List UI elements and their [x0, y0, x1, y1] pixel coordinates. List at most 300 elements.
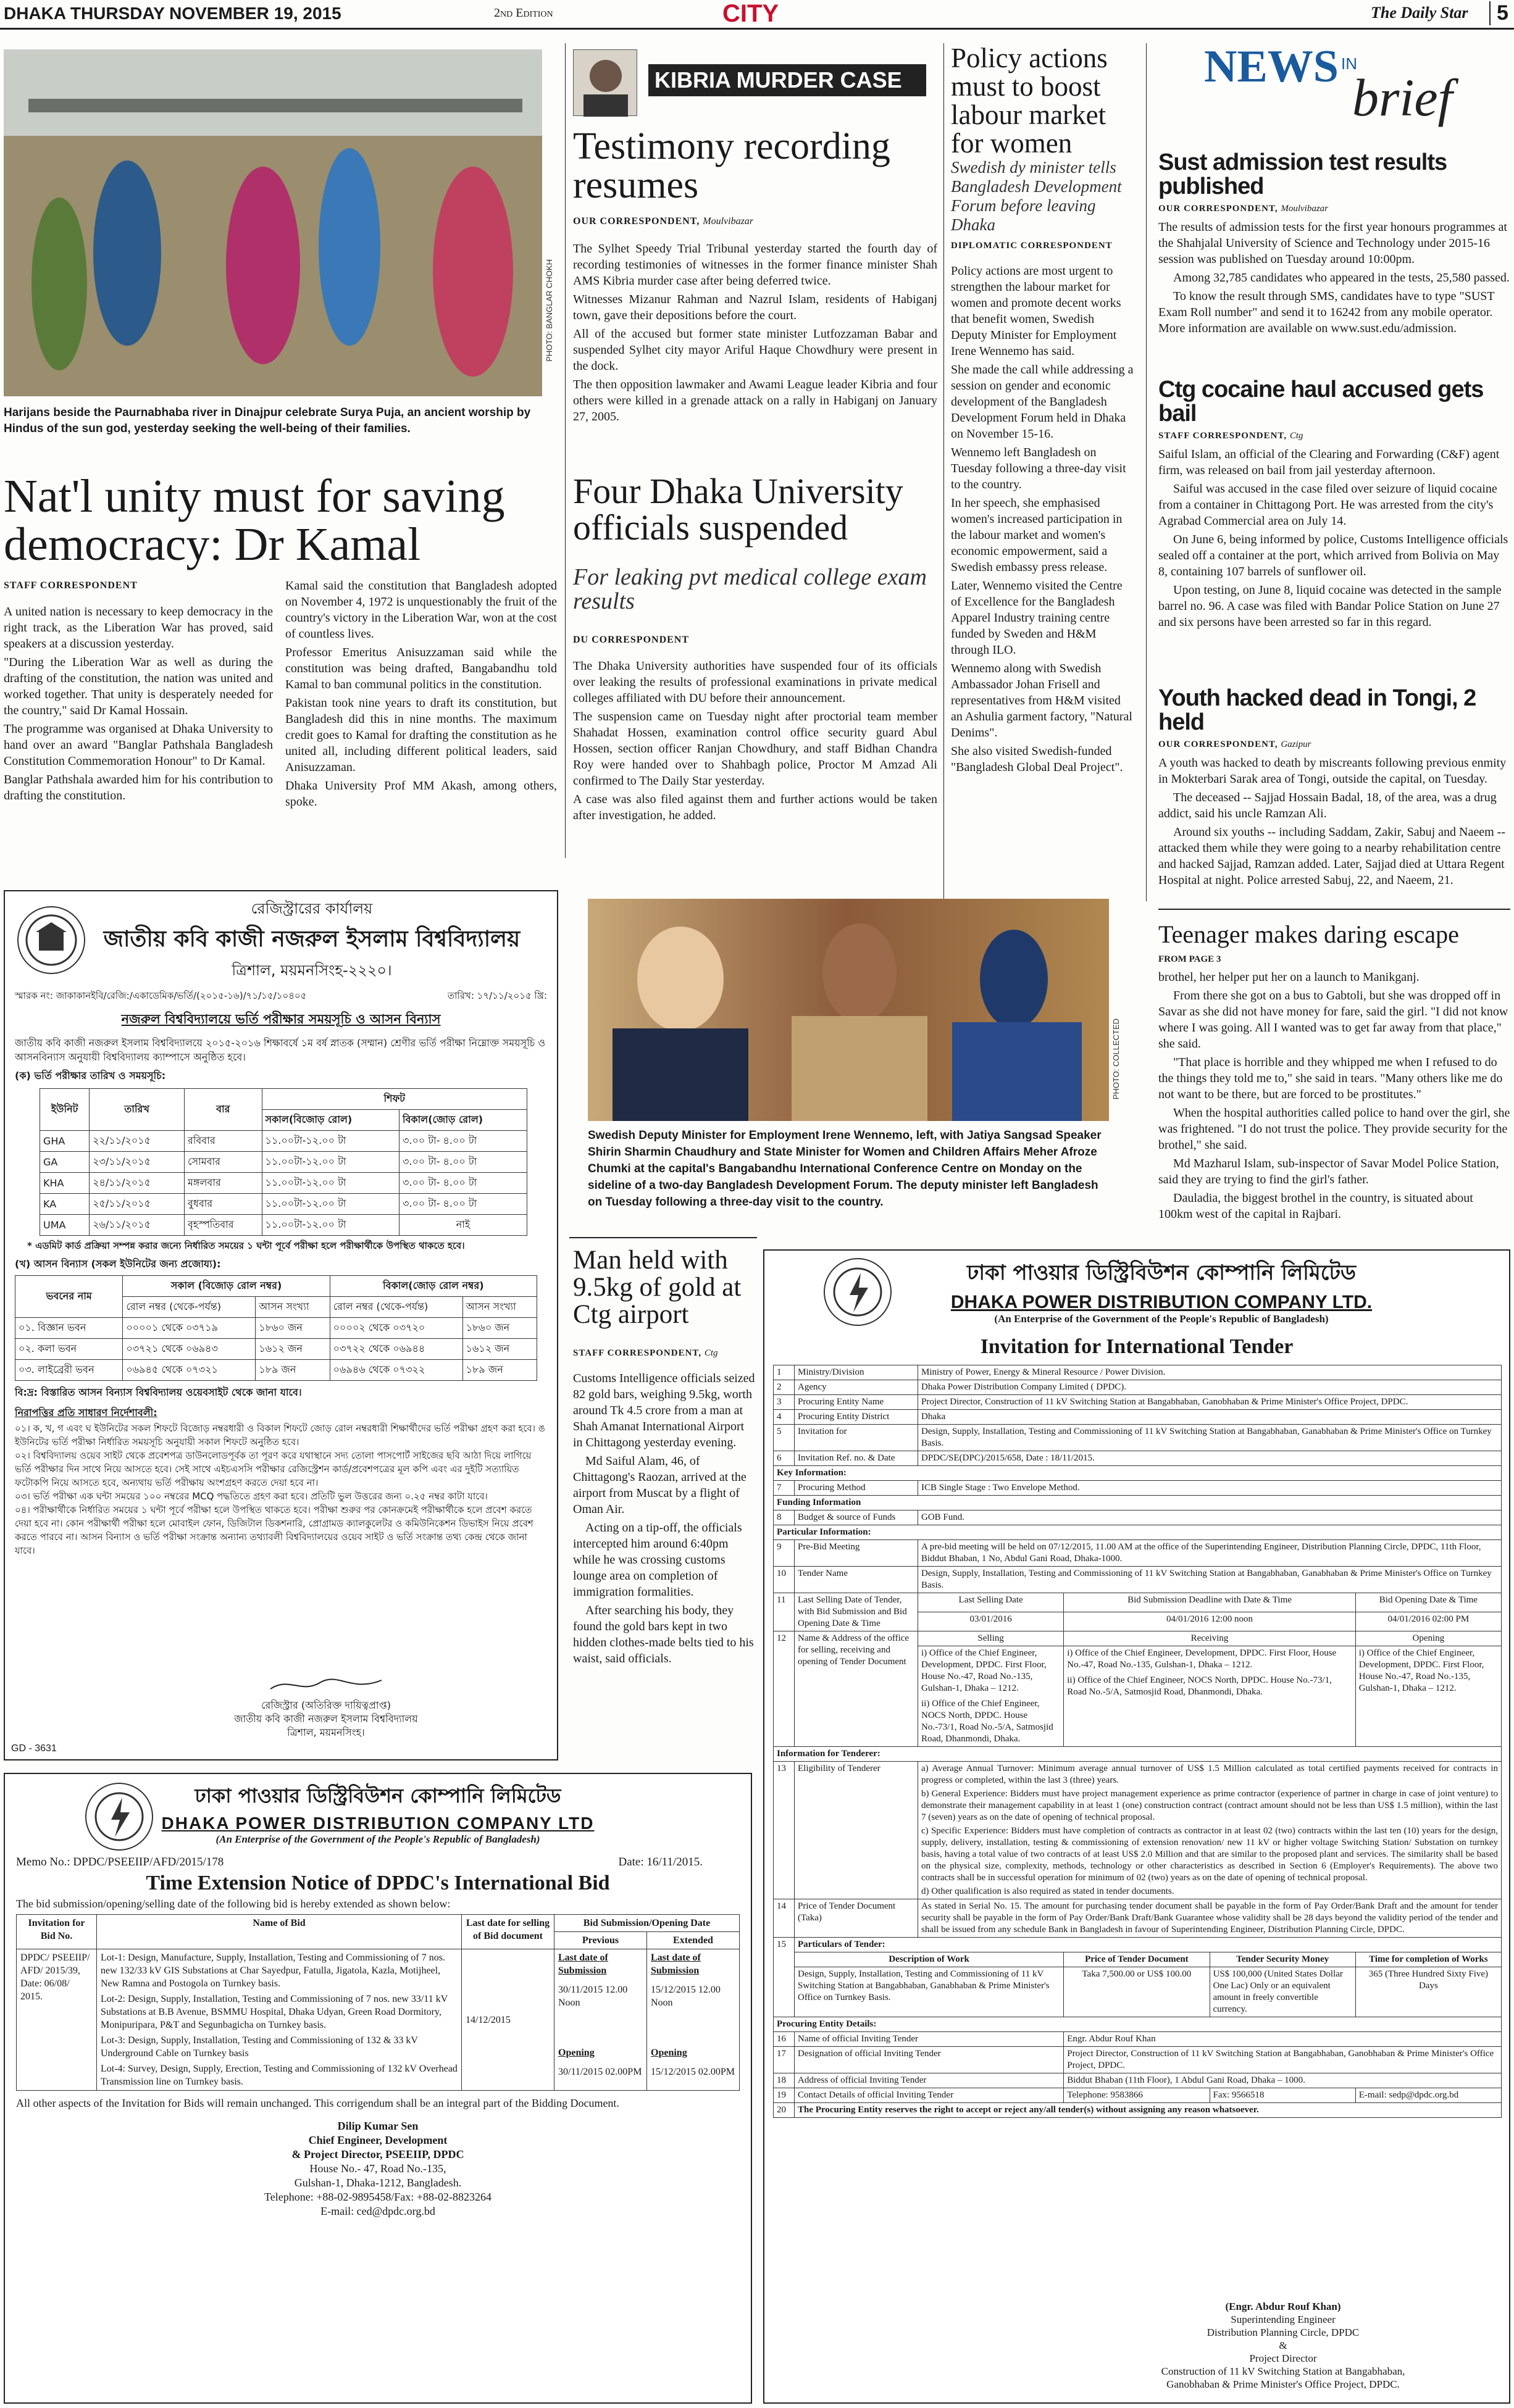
- table-row: [17, 1949, 740, 2091]
- opening-label: Opening: [651, 2048, 687, 2058]
- row-number: 7: [774, 1481, 795, 1496]
- brief-item: [1158, 151, 1510, 339]
- gold-byline-location: Ctg: [704, 1348, 718, 1358]
- signer-place: ত্রিশাল, ময়মনসিংহ।: [287, 1727, 365, 1738]
- policy-para: Later, Wennemo visited the Centre of Excellence for the Bangladesh Apparel Industry training centre funded by Sweden and H&M through ILO.: [951, 579, 1123, 657]
- table-header-cell: বিকাল(জোড় রোল): [399, 1110, 527, 1131]
- du-byline: DU CORRESPONDENT: [573, 635, 690, 645]
- policy-para: She also visited Swedish-funded "Bangladesh Global Deal Project".: [951, 744, 1123, 774]
- table-header-cell: সকাল (বিজোড় রোল নম্বর): [123, 1276, 330, 1297]
- teenager-para: Dauladia, the biggest brothel in the country, is situated about 100km west of the capital in Rajbari.: [1158, 1191, 1473, 1221]
- lot-item: Lot-3: Design, Supply, Installation, Testing and Commissioning of 132 & 33 kV Underground Cable on Turnkey basis: [101, 2035, 418, 2059]
- instruction-item: ০৪। পরীক্ষার্থীকে নির্ধারিত সময়ের ১ ঘন্টা পূর্বে পরীক্ষা হলে উপস্থিত থাকতে হবে। পরীক্ষা শুরুর পর কোনক্রমেই পরীক্ষার্থীকে হলে প্রবেশ করতে দেয়া হবে না। কোন পরীক্ষার্থী পরীক্ষা হলে মোবাইল ফোন, ডিজিটাল ডিকশনারি, প্রোগ্রামড ক্যালকুলেটর ও কমিউনিকেশন ডিভাইস নিয়ে প্রবেশ করতে পারবে না। আসন বিন্যাস ও ভর্তি পরীক্ষা সংক্রান্ত অন্যান্য তথ্যাবলী বিশ্ববিদ্যালয়ের ওয়েব সাইট ও ভর্তি সংক্রান্ত তথ্য কেন্দ্র থেকে জানা যাবে।: [15, 1504, 533, 1556]
- kamal-headline: Nat'l unity must for saving democracy: Dr Kamal: [4, 470, 505, 570]
- policy-subhead: Swedish dy minister tells Bangladesh Development Forum before leaving Dhaka: [951, 158, 1122, 235]
- table-cell: ০৩৭২২ থেকে ০৬৯৪৪: [330, 1339, 462, 1360]
- policy-headline: Policy actions must to boost labour market for women: [951, 43, 1108, 159]
- table-row: [774, 1899, 1502, 1938]
- notice-intro: The bid submission/opening/selling date of the following bid is hereby extended as shown below:: [16, 1898, 451, 1910]
- table-header-cell: রোল নম্বর (থেকে-পর্যন্ত): [330, 1297, 462, 1318]
- row-value: The Procuring Entity reserves the right to accept or reject any/all tender(s) without assigning any reason whatsoever.: [795, 2103, 1502, 2118]
- contact-email: E-mail: sedp@dpdc.org.bd: [1355, 2088, 1501, 2103]
- row-number: 2: [774, 1380, 795, 1395]
- table-header-cell: Bid Submission/Opening Date: [554, 1915, 740, 1932]
- row-number: 9: [774, 1540, 795, 1567]
- table-row: [774, 1425, 1502, 1451]
- extended-dates: [647, 1949, 740, 2091]
- signer-title: Project Director: [1249, 2352, 1317, 2364]
- row-number: 15: [774, 1938, 795, 2017]
- table-row: [774, 2088, 1502, 2103]
- table-header-cell: Invitation for Bid No.: [17, 1915, 97, 1949]
- eligibility-criteria: [918, 1762, 1502, 1899]
- table-cell: সোমবার: [185, 1152, 262, 1173]
- office-address: i) Office of the Chief Engineer, Development, DPDC. First Floor, House No.-47, Road No.-135, Gulshan-1, Dhaka – 1212.: [921, 1648, 1047, 1693]
- signer-address: Gulshan-1, Dhaka-1212, Bangladesh.: [294, 2177, 462, 2189]
- kamal-para: Kamal said the constitution that Bangladesh adopted on November 4, 1972 is unquestionably the fruit of the country's victory in the Liberation War, won at the cost of countless lives.: [285, 579, 557, 641]
- submission-label: Last date of Submission: [558, 1952, 608, 1976]
- selling-offices: [918, 1646, 1064, 1747]
- policy-para: Policy actions are most urgent to strengthen the labour market for women and promote decent works that benefit women, Swedish Deputy Minister for Employment Irene Wennemo has said.: [951, 264, 1121, 358]
- row-label: Pre-Bid Meeting: [795, 1540, 918, 1567]
- opening-office: i) Office of the Chief Engineer, Development, DPDC. First Floor, House No.-47, Road No.-135, Gulshan-1, Dhaka – 1212.: [1355, 1646, 1501, 1747]
- table-cell: ০২. কলা ভবন: [15, 1339, 123, 1360]
- section-row: [774, 2017, 1502, 2032]
- table-cell: ১৬১২ জন: [256, 1339, 330, 1360]
- table-header-cell: আসন সংখ্যা: [256, 1297, 330, 1318]
- sub-header: Price of Tender Document: [1064, 1952, 1210, 1967]
- extended-submission: 15/12/2015 12.00 Noon: [651, 1985, 721, 2008]
- kibria-tag-label: [648, 64, 926, 96]
- memo-line: [16, 1856, 740, 1869]
- table-cell: ২৫/১১/২০১৫: [90, 1194, 185, 1215]
- section-label: Information for Tenderer:: [774, 1747, 1502, 1762]
- instruction-item: ০১। ক, খ, গ এবং ঘ ইউনিটের সকল শিফটে বিজোড় নম্বরধারী ও বিকাল শিফটে জোড় রোল নম্বরধারী শিক্ষার্থীদের ভর্তি পরীক্ষা গ্রহণ করা হবে। ঙ ইউনিটের ভর্তি পরীক্ষা নির্ধারিত সময়সূচি অনুযায়ী সকাল শিফটে অনুষ্ঠিত হবে।: [15, 1423, 545, 1448]
- tender-signature: [1085, 2300, 1481, 2391]
- lead-photo-caption: Harijans beside the Paurnabhaba river in Dinajpur celebrate Surya Puja, an ancient worship by Hindus of the sun god, yesterday seeking the well-being of their families.: [4, 406, 531, 435]
- logo-in: IN: [1341, 54, 1357, 73]
- du-para: The suspension came on Tuesday night after proctorial team member Shahadat Hossen, examination control office security guard Abul Hossen, section officer Ranjan Chowdhury, and staff Bidhan Chandra Roy were handed over to Shahbagh police, Proctor M Amzad Ali confirmed to The Daily Star yesterday.: [573, 710, 937, 788]
- table-cell: ০৬৯৪৬ থেকে ০৭৩২২: [330, 1360, 462, 1381]
- row-value: Design, Supply, Installation, Testing and Commissioning of 11 kV Switching Station at Bangabhaban, Ganabhaban & Prime Minister's Office on Turnkey Basis.: [918, 1567, 1502, 1593]
- dpdc-english-name: DHAKA POWER DISTRIBUTION COMPANY LTD: [161, 1814, 595, 1833]
- dpdc-bangla-name: ঢাকা পাওয়ার ডিস্ট্রিবিউশন কোম্পানি লিমিটেড: [966, 1260, 1357, 1285]
- work-description: Design, Supply, Installation, Testing and Commissioning of 11 kV Switching Station at Bangabhaban, Ganabhaban & Prime Minister's Office on Turnkey Basis.: [795, 1967, 1064, 2017]
- row-label: Contact Details of official Inviting Tender: [795, 2088, 1064, 2103]
- teenager-body: [1158, 969, 1510, 1225]
- dpdc-english-name: DHAKA POWER DISTRIBUTION COMPANY LTD.: [950, 1292, 1373, 1312]
- memo-date: তারিখ: ১৭/১১/২০১৫ খ্রি:: [447, 990, 547, 1001]
- brief-para: Around six youths -- including Saddam, Zakir, Sabuj and Naeem -- attacked them while they were going to a nearby rehabilitation centre and hacked Sajjad, Ramzan added. Later, Sajjad died at Uttara Regent Hospital at night. Police arrested Sabuj, 22, and Naeem, 21.: [1158, 825, 1505, 887]
- brief-byline-name: STAFF CORRESPONDENT: [1158, 430, 1284, 441]
- table-cell: ০০০০১ থেকে ০৩৭১৯: [123, 1318, 256, 1339]
- sub-header: Last Selling Date: [918, 1593, 1064, 1612]
- table-header-cell: বিকাল(জোড় রোল নম্বর): [330, 1276, 537, 1297]
- row-value: As stated in Serial No. 15. The amount for purchasing tender document shall be payable in the form of Pay Order/Bank Draft and the amount for tender security shall be payable in the form of Pay Order/Bank Draft/Bank Guarantee whose validity shall be 28 days beyond the validity period of the tender and shall be issued from any schedule Bank in Bangladesh in favour of Superintending Engineer, Distribution Planning Circle, DPDC.: [918, 1899, 1502, 1938]
- brief-byline: OUR CORRESPONDENT, Gazipur: [1158, 739, 1311, 749]
- table-cell: KA: [40, 1194, 90, 1215]
- table-cell: বুধবার: [185, 1194, 262, 1215]
- document-price: Taka 7,500.00 or US$ 100.00: [1064, 1967, 1210, 2017]
- row-label: Invitation for: [795, 1425, 918, 1451]
- row-number: 10: [774, 1567, 795, 1593]
- teenager-para: From there she got on a bus to Gabtoli, but she was dropped off in Savar as she did not have money for fare, said the girl. "I did not know where I was going. All I wanted was to get far away from that place," she said.: [1158, 989, 1508, 1051]
- row-label: Particulars of Tender:: [795, 1938, 1502, 1952]
- table-row: [774, 2047, 1502, 2073]
- row-label: Procuring Entity District: [795, 1410, 918, 1425]
- table-row: [774, 1510, 1502, 1525]
- table-cell: ০০০০২ থেকে ০৩৭২০: [330, 1318, 462, 1339]
- table-row: [40, 1131, 527, 1152]
- office-address: i) Office of the Chief Engineer, Development, DPDC. First Floor, House No.-47, Road No.-135, Gulshan-1, Dhaka – 1212.: [1067, 1648, 1337, 1670]
- masthead-edition: 2nd Edition: [494, 6, 553, 20]
- table-header-cell: বার: [185, 1089, 262, 1131]
- table-row: [40, 1194, 527, 1215]
- kibria-headline: Testimony recording resumes: [573, 125, 890, 207]
- memo-date: Date: 16/11/2015.: [618, 1856, 703, 1868]
- kibria-body: [573, 241, 937, 427]
- table-cell: ২৬/১১/২০১৫: [90, 1215, 185, 1236]
- signer-email: E-mail: ced@dpdc.org.bd: [320, 2205, 435, 2217]
- table-row: [774, 1380, 1502, 1395]
- row-label: Price of Tender Document (Taka): [795, 1899, 918, 1938]
- jkkniu-admission-notice: [4, 890, 558, 1760]
- kibria-tag-text: KIBRIA MURDER CASE: [655, 67, 902, 93]
- table-cell: ২৩/১১/২০১৫: [90, 1152, 185, 1173]
- kamal-para: Dhaka University Prof MM Akash, among others, spoke.: [285, 779, 557, 809]
- row-number: 14: [774, 1899, 795, 1938]
- row-label: Budget & source of Funds: [795, 1510, 918, 1525]
- kamal-para: Pakistan took nine years to draft its constitution, but Bangladesh did this in nine months. The maximum credit goes to Kamal for drafting the constitution as he united all, including different political leaders, said Anisuzzaman.: [285, 696, 557, 774]
- opening-date: 04/01/2016 02:00 PM: [1355, 1612, 1501, 1631]
- kibria-byline: OUR CORRESPONDENT, Moulvibazar: [573, 216, 754, 227]
- kibria-para: The Sylhet Speedy Trial Tribunal yesterday started the fourth day of recording testimonies of witnesses in the former finance minister Shah AMS Kibria murder case after being deferred twice.: [573, 242, 937, 288]
- gold-para: Customs Intelligence officials seized 82 gold bars, weighing 9.5kg, worth around Tk 4.5 crore from a man at Shah Amanat International Airport in Chittagong yesterday evening.: [573, 1372, 755, 1449]
- tender-title: Invitation for International Tender: [980, 1335, 1294, 1358]
- signer-name: Dilip Kumar Sen: [337, 2120, 419, 2132]
- column-divider: [943, 43, 944, 901]
- sub-header: Time for completion of Works: [1355, 1952, 1501, 1967]
- section-title: CITY: [722, 0, 779, 27]
- table-cell: ১১.০০টা-১২.০০ টা: [262, 1173, 399, 1194]
- dpdc-tagline: (An Enterprise of the Government of the People's Republic of Bangladesh): [994, 1313, 1329, 1325]
- swedish-minister-photo: [588, 899, 1109, 1121]
- note-a: * এডমিট কার্ড প্রক্রিয়া সম্পন্ন করার জন্যে নির্ধারিত সময়ের ১ ঘন্টা পূর্বে পরীক্ষা হলে পরীক্ষার্থীকে উপস্থিত থাকতে হবে।: [27, 1240, 465, 1251]
- table-header-cell: Previous: [554, 1932, 647, 1949]
- row-value: ICB Single Stage : Two Envelope Method.: [918, 1481, 1502, 1496]
- sub-header: Bid Submission Deadline with Date & Time: [1064, 1593, 1356, 1612]
- sub-header: Tender Security Money: [1210, 1952, 1355, 1967]
- table-header-cell: আসন সংখ্যা: [462, 1297, 537, 1318]
- policy-para: Wennemo along with Swedish Ambassador Johan Frisell and representatives from H&M visited an Ashulia garment factory, "Natural Denims".: [951, 662, 1132, 739]
- lot-item: Lot-2: Design, Supply, Installation, Testing and Commissioning of 7 nos. new 33/11 kV Substations at B.B Avenue, BSMMU Hospital, Dhaka Udyan, Green Road Dormitory, Monipuripara, P&T and Segunbagicha on Turnkey basis.: [101, 1994, 448, 2030]
- brief-para: The deceased -- Sajjad Hossain Badal, 18, of the area, was a drug addict, said his uncle Ramzan Ali.: [1158, 790, 1497, 820]
- row-label: Procuring Method: [795, 1481, 918, 1496]
- sub-header: Receiving: [1064, 1631, 1356, 1646]
- signer-title: Distribution Planning Circle, DPDC: [1207, 2327, 1360, 2338]
- policy-body: [951, 263, 1134, 778]
- news-in-brief-logo: [1198, 41, 1482, 133]
- row-number: 3: [774, 1395, 795, 1410]
- table-cell: UMA: [40, 1215, 90, 1236]
- gold-headline: Man held with 9.5kg of gold at Ctg airport: [573, 1246, 742, 1329]
- lot-item: Lot-4: Survey, Design, Supply, Erection, Testing and Commissioning of 132 kV Overhead Transmission line on Turnkey basis.: [101, 2064, 458, 2087]
- brief-para: Saiful was accused in the case filed over seizure of liquid cocaine from a container in Chittagong Port. He was arrested from the city's Agrabad Commercial area on July 14.: [1158, 481, 1497, 528]
- section-label: Particular Information:: [774, 1525, 1502, 1540]
- table-row: [774, 2073, 1502, 2088]
- previous-submission: 30/11/2015 12.00 Noon: [558, 1985, 628, 2008]
- logo-brief: brief: [1352, 68, 1453, 127]
- signer-designation: রেজিস্ট্রার (অতিরিক্ত দায়িত্বপ্রাপ্ত): [261, 1699, 391, 1711]
- brief-para: Among 32,785 candidates who appeared in the tests, 25,580 passed.: [1173, 270, 1510, 285]
- row-value: Biddut Bhaban (11th Floor), 1 Abdul Gani Road, Dhaka – 1000.: [1064, 2073, 1502, 2088]
- table-cell: ১৮৯ জন: [462, 1360, 537, 1381]
- dpdc-time-extension-notice: [4, 1773, 752, 2404]
- row-number: 4: [774, 1410, 795, 1425]
- row-label: Eligibility of Tenderer: [795, 1762, 918, 1899]
- table-cell: ১৮৯ জন: [256, 1360, 330, 1381]
- table-row: [774, 1938, 1502, 1952]
- table-row: [774, 1593, 1502, 1612]
- kamal-byline: STAFF CORRESPONDENT: [4, 580, 138, 591]
- section-label: Key Information:: [774, 1466, 1502, 1481]
- du-body: [573, 658, 937, 826]
- table-header-cell: তারিখ: [90, 1089, 185, 1131]
- instruction-item: ০৩। ভর্তি পরীক্ষা এক ঘন্টা সময়ের ১০০ নম্বরের MCQ পদ্ধতিতে গ্রহণ করা হবে। প্রতিটি ভুল উত্তরের জন্য ০.২৫ নম্বর কাটা যাবে।: [15, 1491, 488, 1502]
- eligibility-item: d) Other qualification is also required as stated in tender documents.: [921, 1886, 1174, 1896]
- table-cell: ১১.০০টা-১২.০০ টা: [262, 1215, 399, 1236]
- row-value: DPDC/SE(DPC)/2015/658, Date : 18/11/2015.: [918, 1451, 1502, 1466]
- teenager-para: "That place is horrible and they whipped me when I refused to do the things they told me to," she said in tears. "Many others like me do not want to be there, but are forced to be prostitutes.": [1158, 1056, 1503, 1101]
- seat-plan-table: [15, 1275, 537, 1381]
- table-row: [774, 1967, 1502, 2017]
- kibria-byline-location: Moulvibazar: [703, 216, 754, 227]
- signer-title: Chief Engineer, Development: [308, 2134, 448, 2146]
- table-row: [774, 1481, 1502, 1496]
- table-row: [15, 1318, 537, 1339]
- du-para: A case was also filed against them and further actions would be taken after investigation, he added.: [573, 793, 937, 822]
- brief-byline-location: Moulvibazar: [1281, 203, 1328, 214]
- table-header-cell: Name of Bid: [97, 1915, 462, 1949]
- previous-dates: [554, 1949, 647, 2091]
- row-number: 5: [774, 1425, 795, 1451]
- table-row: [774, 1365, 1502, 1380]
- security-money: US$ 100,000 (United States Dollar One Lac) Only or an equivalent amount in freely convertible currency.: [1210, 1967, 1355, 2017]
- gold-byline-name: STAFF CORRESPONDENT: [573, 1348, 699, 1358]
- opening-label: Opening: [558, 2048, 595, 2058]
- section-b-title: (খ) আসন বিন্যাস (সকল ইউনিটের জন্য প্রজোয্য):: [15, 1258, 221, 1270]
- photo-illustration: [4, 49, 542, 396]
- row-label: Ministry/Division: [795, 1365, 918, 1380]
- signer-title: Construction of 11 kV Switching Station at Bangabhaban,: [1161, 2365, 1405, 2377]
- table-cell: রবিবার: [185, 1131, 262, 1152]
- sub-header: Description of Work: [795, 1952, 1064, 1967]
- kamal-para: Professor Emeritus Anisuzzaman said while the constitution was being drafted, Bangabandhu told Kamal to ban communal politics in the constitution.: [285, 646, 557, 691]
- table-header-cell: ইউনিট: [40, 1089, 90, 1131]
- dpdc-bangla-name: ঢাকা পাওয়ার ডিস্ট্রিবিউশন কোম্পানি লিমিটেড: [194, 1784, 561, 1807]
- table-cell: ২৪/১১/২০১৫: [90, 1173, 185, 1194]
- submission-deadline: 04/01/2016 12:00 noon: [1064, 1612, 1356, 1631]
- kibria-tag: [573, 49, 931, 116]
- submission-label: Last date of Submission: [651, 1952, 701, 1976]
- table-cell: ০৬৯৪৫ থেকে ০৭৩২১: [123, 1360, 256, 1381]
- table-row: [40, 1215, 527, 1236]
- surya-puja-photo: [4, 49, 542, 396]
- table-row: [774, 1952, 1502, 1967]
- table-header-cell: Last date for selling of Bid document: [462, 1915, 554, 1949]
- brief-byline-location: Ctg: [1289, 430, 1303, 441]
- row-number: 18: [774, 2073, 795, 2088]
- table-row: [774, 1567, 1502, 1593]
- gold-para: Acting on a tip-off, the officials intercepted him around 6:40pm while he was crossing customs lounge area on completion of immigration formalities.: [573, 1521, 742, 1599]
- table-row: [774, 1540, 1502, 1567]
- bid-extension-table: [16, 1914, 740, 2091]
- policy-para: Wennemo left Bangladesh on Tuesday following a three-day visit to the country.: [951, 446, 1126, 491]
- contact-fax: Fax: 9566518: [1210, 2088, 1355, 2103]
- extended-opening: 15/12/2015 02.00PM: [651, 2067, 735, 2077]
- page-number: 5: [1489, 1, 1508, 25]
- gd-number: GD - 3631: [11, 1743, 57, 1754]
- kamal-para: The programme was organised at Dhaka University to hand over an award "Banglar Pathshala Bangladesh Constitution Commemoration Honour" to Dr Kamal.: [4, 722, 273, 768]
- notice-intro: জাতীয় কবি কাজী নজরুল ইসলাম বিশ্ববিদ্যালয়ে ২০১৫-২০১৬ শিক্ষাবর্ষে ১ম বর্ষ স্নাতক (সম্মান) শ্রেণীর ভর্তি পরীক্ষা নিম্নোক্ত সময়সূচি ও আসনবিন্যাস অনুযায়ী বিশ্ববিদ্যালয় ক্যাম্পাসে অনুষ্ঠিত হবে।: [15, 1037, 546, 1063]
- row-value: Dhaka: [918, 1410, 1502, 1425]
- table-cell: ৩.০০ টা- ৪.০০ টা: [399, 1131, 527, 1152]
- kamal-para: A united nation is necessary to keep democracy in the right track, as the Liberation War has proved, said speakers at a discussion yesterday.: [4, 605, 273, 651]
- brief-para: To know the result through SMS, candidates have to type "SUST Exam Roll number" and send it to 16242 from any mobile operator. More information are available on www.sust.edu/admission.: [1158, 289, 1495, 335]
- brief-body: [1158, 755, 1510, 888]
- contact-phone: Telephone: 9583866: [1064, 2088, 1210, 2103]
- gold-body: [573, 1370, 756, 1669]
- table-cell: বৃহস্পতিবার: [185, 1215, 262, 1236]
- exam-schedule-table: [40, 1088, 527, 1236]
- table-cell: ৩.০০ টা- ৪.০০ টা: [399, 1194, 527, 1215]
- row-value: Dhaka Power Distribution Company Limited ( DPDC).: [918, 1380, 1502, 1395]
- office-name: রেজিস্ট্রারের কার্যালয়: [251, 900, 373, 917]
- row-value: Project Director, Construction of 11 kV Switching Station at Bangabhaban, Ganobhaban & Prime Minister's Office Project, DPDC.: [918, 1395, 1502, 1410]
- table-cell: মঙ্গলবার: [185, 1173, 262, 1194]
- swedish-photo-credit: PHOTO: COLLECTED: [1111, 1019, 1121, 1100]
- du-headline: Four Dhaka University officials suspended: [573, 471, 903, 548]
- row-number: 1: [774, 1365, 795, 1380]
- brief-para: A youth was hacked to death by miscreants following previous enmity in Mokterbari Sarak area of Tongi, outside the capital, on Tuesday.: [1158, 756, 1507, 786]
- policy-para: She made the call while addressing a session on gender and economic development of the Bangladesh Development Forum held in Dhaka on November 15-16.: [951, 363, 1134, 441]
- table-header-cell: সকাল(বিজোড় রোল): [262, 1110, 399, 1131]
- row-label: Procuring Entity Name: [795, 1395, 918, 1410]
- table-row: [17, 1915, 740, 1932]
- row-number: 6: [774, 1451, 795, 1466]
- table-cell: ০৩৭২১ থেকে ০৬৯৪৩: [123, 1339, 256, 1360]
- sub-header: Bid Opening Date & Time: [1355, 1593, 1501, 1612]
- brief-headline: Youth hacked dead in Tongi, 2 held: [1158, 685, 1476, 735]
- section-a-title: (ক) ভর্তি পরীক্ষার তারিখ ও সময়সূচি:: [15, 1070, 166, 1081]
- previous-opening: 30/11/2015 02.00PM: [558, 2067, 642, 2077]
- swedish-photo-caption: Swedish Deputy Minister for Employment Irene Wennemo, left, with Jatiya Sangsad Speaker Shirin Sharmin Chaudhury and State Minister for Women and Children Affairs Meher Afroze Chumki at the capital's Bangabandhu International Conference Centre on Monday on the sideline of a two-day Bangladesh Development Forum. The deputy minister left Bangladesh on Tuesday following a three-day visit to the country.: [588, 1129, 1102, 1209]
- sub-header: Opening: [1355, 1631, 1501, 1646]
- row-label: Agency: [795, 1380, 918, 1395]
- row-label: Address of official Inviting Tender: [795, 2073, 1064, 2088]
- office-address: ii) Office of the Chief Engineer, NOCS North, DPDC. House No.-73/1, Road No.-5/A, Satmosjid Road, Dhanmondi, Dhaka.: [1067, 1675, 1332, 1697]
- kamal-para: Banglar Pathshala awarded him for his contribution to drafting the constitution.: [4, 773, 273, 802]
- table-cell: ০৩. লাইব্রেরী ভবন: [15, 1360, 123, 1381]
- gold-para: Md Saiful Alam, 46, of Chittagong's Raozan, arrived at the airport from Muscat by a flight of Oman Air.: [573, 1454, 747, 1516]
- table-cell: ১৮৬০ জন: [256, 1318, 330, 1339]
- instructions-title: নিরাপত্তির প্রতি সাধারণ নির্দেশাবলী:: [15, 1407, 157, 1419]
- instructions: [15, 1422, 547, 1557]
- section-row: [774, 1525, 1502, 1540]
- completion-time: 365 (Three Hundred Sixty Five) Days: [1355, 1967, 1501, 2017]
- table-row: [40, 1152, 527, 1173]
- row-value: A pre-bid meeting will be held on 07/12/2015, 11.00 AM at the office of the Superintending Engineer, Distribution Planning Circle, DPDC, 11th Floor, Biddut Bhaban, 1 No, Abdul Gani Road, Dhaka-1000.: [918, 1540, 1502, 1567]
- column-divider: [1146, 43, 1147, 901]
- brief-para: On June 6, being informed by police, Customs Intelligence officials sealed off a container at the port, which arrived from Bolivia on May 8, containing 107 barrels of sunflower oil.: [1158, 532, 1508, 578]
- brief-byline-location: Gazipur: [1281, 739, 1311, 749]
- table-cell: KHA: [40, 1173, 90, 1194]
- logo-news: NEWS: [1204, 41, 1339, 92]
- row-label: Name of official Inviting Tender: [795, 2032, 1064, 2047]
- lot-item: Lot-1: Design, Manufacture, Supply, Installation, Testing and Commissioning of 7 nos. new 132/33 kV GIS Substations at Char Sayedpur, Fatulla, Jigatola, Kazla, Motijheel, New Ramna and Postogola on Turnkey basis.: [101, 1952, 445, 1989]
- kibria-para: All of the accused but former state minister Lutfozzaman Babar and suspended Sylhet city mayor Ariful Haque Chowdhury were present in the dock.: [573, 327, 937, 373]
- column-divider: [565, 43, 566, 858]
- kamal-col2: [285, 578, 557, 812]
- table-row: [15, 1360, 537, 1381]
- eligibility-item: b) General Experience: Bidders must have project management experience as prime contractor (experience of partner in charge in case of joint venture) to demonstrate their management capability in at least 1 (one) construction contract (contract amount should not be less than US$ 1.5 million), within the last 7 (seven) years as on the date of opening of technical proposal.: [921, 1789, 1498, 1822]
- section-row: [774, 1466, 1502, 1481]
- table-header-cell: Extended: [647, 1932, 740, 1949]
- teenager-para: Md Mazharul Islam, sub-inspector of Savar Model Police Station, said they are trying to find the girl's father.: [1158, 1157, 1499, 1186]
- signer-phone: Telephone: +88-02-9895458/Fax: +88-02-8823264: [264, 2191, 491, 2203]
- row-number: 20: [774, 2103, 795, 2118]
- bid-number: DPDC/ PSEEIIP/ AFD/ 2015/39, Date: 06/08/ 2015.: [17, 1949, 97, 2091]
- signer-title: Ganobhaban & Prime Minister's Office Project, DPDC.: [1166, 2378, 1400, 2390]
- row-value: Design, Supply, Installation, Testing and Commissioning of 11 kV Switching Station at Bangabhaban, Ganabhaban & Prime Minister's Office on Turnkey Basis.: [918, 1425, 1502, 1451]
- dpdc-tagline: (An Enterprise of the Government of the People's Republic of Bangladesh): [215, 1833, 540, 1845]
- row-value: Engr. Abdur Rouf Khan: [1064, 2032, 1502, 2047]
- table-cell: ০১. বিজ্ঞান ভবন: [15, 1318, 123, 1339]
- section-row: [774, 1747, 1502, 1762]
- brief-byline: STAFF CORRESPONDENT, Ctg: [1158, 430, 1303, 441]
- gold-byline: STAFF CORRESPONDENT, Ctg: [573, 1348, 718, 1358]
- table-row: [774, 2032, 1502, 2047]
- teenager-para: When the hospital authorities called police to hand over the girl, she was frightened. "I do not trust the police. They provide security for the brothel," she said.: [1158, 1106, 1510, 1152]
- table-cell: ১১.০০টা-১২.০০ টা: [262, 1152, 399, 1173]
- teenager-headline: Teenager makes daring escape: [1158, 920, 1459, 948]
- table-cell: ৩.০০ টা- ৪.০০ টা: [399, 1152, 527, 1173]
- signer-title: & Project Director, PSEEIIP, DPDC: [291, 2148, 464, 2160]
- brief-para: Saiful Islam, an official of the Clearing and Forwarding (C&F) agent firm, was released on bail from jail yesterday afternoon.: [1158, 447, 1500, 477]
- notice-title: Time Extension Notice of DPDC's International Bid: [146, 1872, 610, 1894]
- table-cell: ১৮৬০ জন: [462, 1318, 537, 1339]
- section-divider: [569, 1237, 757, 1238]
- eligibility-item: a) Average Annual Turnover: Minimum average annual turnover of US$ 1.5 Million calculated as total certified payments received for contracts in progress or completed, within the last 3 (three) years.: [921, 1764, 1498, 1785]
- brief-byline: OUR CORRESPONDENT, Moulvibazar: [1158, 203, 1328, 214]
- table-cell: ১১.০০টা-১২.০০ টা: [262, 1194, 399, 1215]
- brief-byline-name: OUR CORRESPONDENT: [1158, 739, 1275, 749]
- row-label: Name & Address of the office for selling, receiving and opening of Tender Document: [795, 1631, 918, 1747]
- table-cell: GHA: [40, 1131, 90, 1152]
- note-b: বি:দ্র: বিস্তারিত আসন বিন্যাস বিশ্ববিদ্যালয় ওয়েবসাইট থেকে জানা যাবে।: [15, 1386, 302, 1398]
- section-label: Funding Information: [774, 1496, 1502, 1510]
- dpdc-international-tender: [763, 1249, 1510, 2404]
- table-cell: ১৬১২ জন: [462, 1339, 537, 1360]
- brief-para: The results of admission tests for the first year honours programmes at the Shahjalal University of Science and Technology under 2015-16 session was published on Tuesday around 10:00pm.: [1158, 220, 1507, 266]
- row-value: Project Director, Construction of 11 kV Switching Station at Bangabhaban, Ganobhaban & Prime Minister's Office Project, DPDC.: [1064, 2047, 1502, 2073]
- brief-item: [1158, 686, 1510, 891]
- kibria-para: Witnesses Mizanur Rahman and Nazrul Islam, residents of Habiganj town, gave their depositions before the court.: [573, 293, 937, 322]
- notice-footer: All other aspects of the Invitation for Bids will remain unchanged. This corrigendum shall be an integral part of the Bidding Document.: [16, 2097, 619, 2109]
- table-row: [774, 1762, 1502, 1899]
- table-row: [15, 1339, 537, 1360]
- section-label: Procuring Entity Details:: [774, 2017, 1502, 2032]
